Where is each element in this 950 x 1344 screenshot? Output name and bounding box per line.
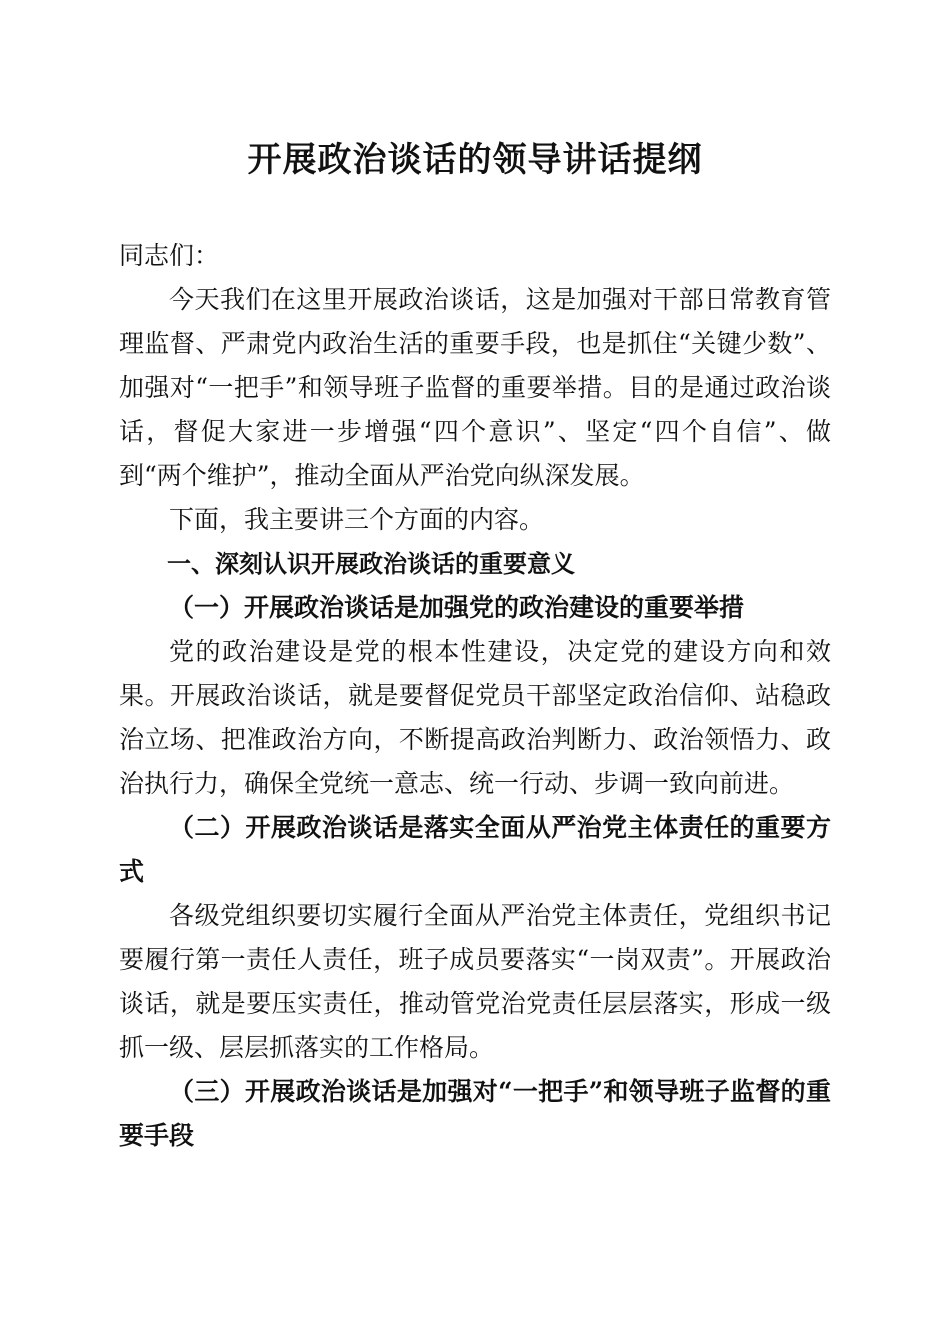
section-1-heading: 一、深刻认识开展政治谈话的重要意义	[167, 550, 575, 578]
subsection-2-body: 各级党组织要切实履行全面从严治党主体责任，党组织书记要履行第一责任人责任，班子成员要落实“一岗双责”。开展政治谈话，就是要压实责任，推动管党治党责任层层落实，形成一级抓一级、层层抓落实的工作格局。	[119, 901, 831, 1062]
subsection-1-heading: （一）开展政治谈话是加强党的政治建设的重要举措	[169, 593, 745, 622]
salutation: 同志们：	[119, 241, 220, 270]
subsection-3-heading: （三）开展政治谈话是加强对“一把手”和领导班子监督的重要手段	[119, 1077, 831, 1150]
document-body	[119, 234, 831, 1158]
document-title: 开展政治谈话的领导讲话提纲	[247, 140, 703, 180]
intro-paragraph: 今天我们在这里开展政治谈话，这是加强对干部日常教育管理监督、严肃党内政治生活的重要手段，也是抓住“关键少数”、加强对“一把手”和领导班子监督的重要举措。目的是通过政治谈话，督促大家进一步增强“四个意识”、坚定“四个自信”、做到“两个维护”，推动全面从严治党向纵深发展。	[119, 285, 831, 490]
subsection-1-body: 党的政治建设是党的根本性建设，决定党的建设方向和效果。开展政治谈话，就是要督促党员干部坚定政治信仰、站稳政治立场、把准政治方向，不断提高政治判断力、政治领悟力、政治执行力，确保全党统一意志、统一行动、步调一致向前进。	[119, 637, 831, 798]
subsection-2-heading: （二）开展政治谈话是落实全面从严治党主体责任的重要方式	[119, 813, 831, 886]
overview-paragraph: 下面，我主要讲三个方面的内容。	[169, 505, 545, 534]
